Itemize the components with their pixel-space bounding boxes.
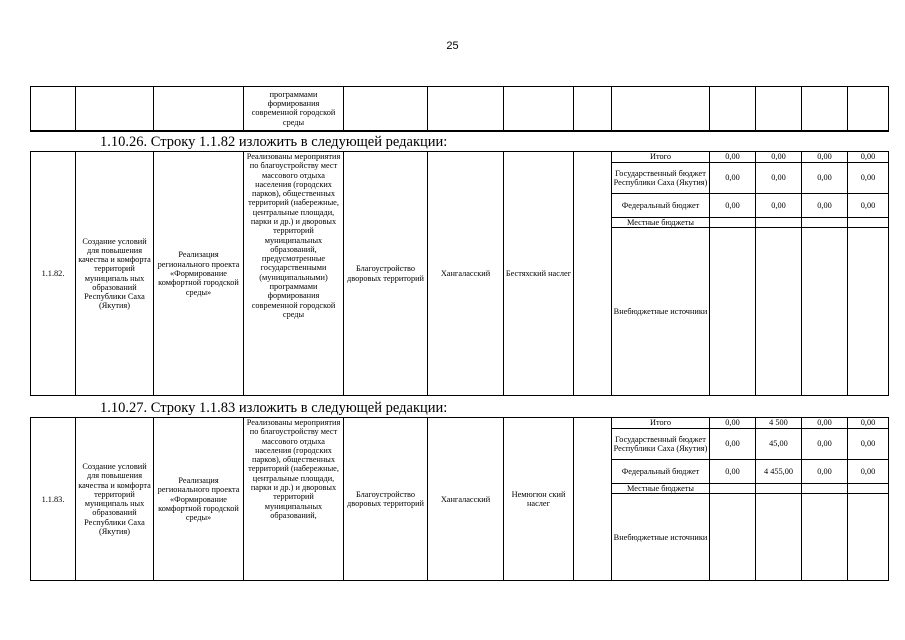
funding-value	[848, 218, 889, 228]
direction-cell: Благоустройство дворовых территорий	[344, 152, 428, 396]
empty-cell	[574, 418, 612, 581]
description-cell: Реализованы мероприятия по благоустройству мест массового отдыха населения (городских парков), общественных территорий (набережные, центральные площади, парки и др.) и дворовых территорий муниципальных образований,	[244, 418, 344, 581]
funding-source: Внебюджетные источники	[612, 228, 710, 396]
goal-cell: Создание условий для повышения качества и комфорта территорий муниципаль ных образований Республики Саха (Якутия)	[76, 152, 154, 396]
funding-value	[802, 484, 848, 494]
funding-value	[756, 218, 802, 228]
funding-source: Федеральный бюджет	[612, 460, 710, 484]
funding-value: 0,00	[756, 194, 802, 218]
top-fragment-table	[30, 86, 889, 132]
funding-value: 0,00	[710, 418, 756, 429]
funding-value	[756, 494, 802, 581]
funding-value: 0,00	[848, 418, 889, 429]
funding-value: 0,00	[802, 152, 848, 163]
funding-value	[802, 218, 848, 228]
description-cell: программами формирования современной городской среды	[244, 87, 344, 131]
funding-value: 0,00	[710, 152, 756, 163]
funding-value	[848, 228, 889, 396]
funding-value: 4 500	[756, 418, 802, 429]
funding-source: Государственный бюджет Республики Саха (Якутия)	[612, 429, 710, 460]
row-1-1-82-table	[30, 151, 889, 396]
funding-source: Государственный бюджет Республики Саха (Якутия)	[612, 163, 710, 194]
funding-value: 0,00	[710, 460, 756, 484]
funding-value	[710, 228, 756, 396]
funding-value	[848, 484, 889, 494]
district-cell: Хангаласский	[428, 418, 504, 581]
funding-value: 0,00	[710, 194, 756, 218]
page-number: 25	[446, 40, 459, 52]
funding-value	[802, 228, 848, 396]
funding-value	[756, 228, 802, 396]
project-cell: Реализация регионального проекта «Формирование комфортной городской среды»	[154, 152, 244, 396]
funding-source: Федеральный бюджет	[612, 194, 710, 218]
funding-value: 0,00	[802, 194, 848, 218]
settlement-cell: Немюгюн ский наслег	[504, 418, 574, 581]
funding-source: Местные бюджеты	[612, 218, 710, 228]
table-row	[31, 418, 889, 429]
empty-cell	[574, 152, 612, 396]
row-number: 1.1.82.	[31, 152, 76, 396]
goal-cell: Создание условий для повышения качества и комфорта территорий муниципаль ных образований Республики Саха (Якутия)	[76, 418, 154, 581]
table-row	[31, 87, 889, 131]
funding-value: 0,00	[848, 194, 889, 218]
funding-source: Внебюджетные источники	[612, 494, 710, 581]
district-cell: Хангаласский	[428, 152, 504, 396]
settlement-cell: Бестяхский наслег	[504, 152, 574, 396]
funding-value	[848, 494, 889, 581]
funding-value: 0,00	[848, 429, 889, 460]
funding-value: 0,00	[756, 152, 802, 163]
funding-value	[710, 484, 756, 494]
funding-value: 4 455,00	[756, 460, 802, 484]
funding-value	[802, 494, 848, 581]
funding-value: 0,00	[710, 163, 756, 194]
table-row	[31, 152, 889, 163]
funding-value: 0,00	[848, 460, 889, 484]
section-heading-1-10-27: 1.10.27. Строку 1.1.83 изложить в следующей редакции:	[100, 400, 448, 416]
funding-source: Итого	[612, 152, 710, 163]
funding-value: 0,00	[848, 152, 889, 163]
funding-value	[710, 218, 756, 228]
funding-value: 0,00	[710, 429, 756, 460]
funding-value	[710, 494, 756, 581]
funding-source: Итого	[612, 418, 710, 429]
funding-value: 0,00	[802, 163, 848, 194]
funding-value: 0,00	[756, 163, 802, 194]
row-1-1-83-table	[30, 417, 889, 581]
funding-value: 0,00	[802, 418, 848, 429]
row-number: 1.1.83.	[31, 418, 76, 581]
description-cell: Реализованы мероприятия по благоустройству мест массового отдыха населения (городских парков), общественных территорий (набережные, центральные площади, парки и др.) и дворовых территорий муниципальных образований, предусмотренные государственными (муниципальными) программами формирования современной городской среды	[244, 152, 344, 396]
funding-value: 0,00	[802, 429, 848, 460]
direction-cell: Благоустройство дворовых территорий	[344, 418, 428, 581]
project-cell: Реализация регионального проекта «Формирование комфортной городской среды»	[154, 418, 244, 581]
funding-value: 0,00	[802, 460, 848, 484]
funding-value	[756, 484, 802, 494]
funding-value: 0,00	[848, 163, 889, 194]
funding-value: 45,00	[756, 429, 802, 460]
funding-source: Местные бюджеты	[612, 484, 710, 494]
section-heading-1-10-26: 1.10.26. Строку 1.1.82 изложить в следующей редакции:	[100, 134, 448, 150]
